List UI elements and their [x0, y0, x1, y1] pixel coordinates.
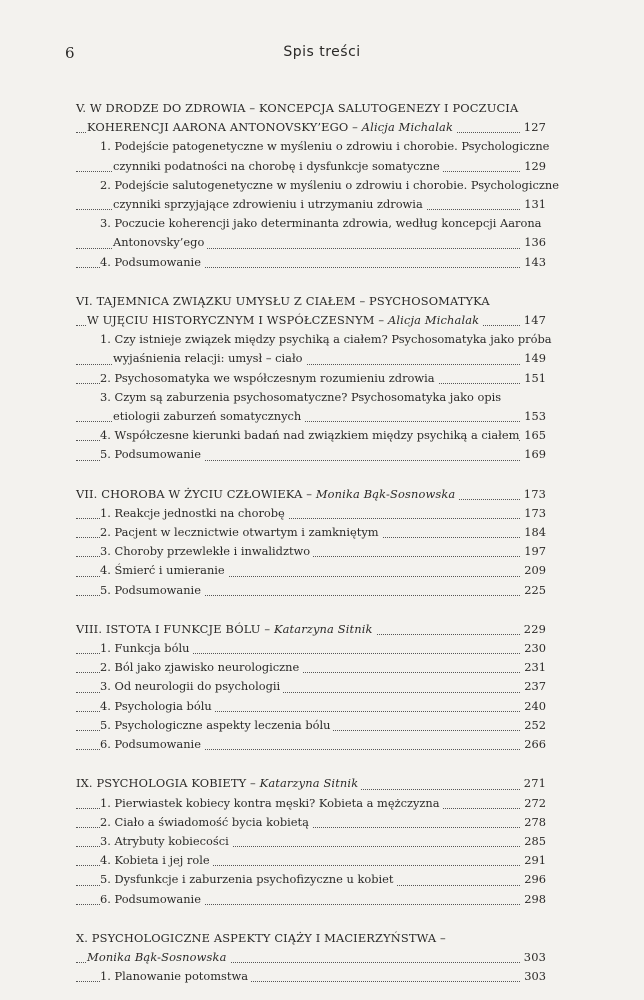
toc-entry-title: [113, 349, 306, 368]
toc-entry-title: [100, 214, 542, 233]
toc-section-entry: [76, 233, 546, 252]
toc-chapter-entry: [76, 929, 546, 948]
toc-chapter-entry: [76, 948, 546, 967]
toc-entry-title: [113, 233, 207, 252]
toc-entry-title: [100, 542, 313, 561]
toc-section-entry: [76, 794, 546, 813]
toc-entry-author: Monika Bąk-Sosnowska: [87, 949, 227, 964]
toc-entry-title: [100, 330, 552, 349]
toc-entry-text: 4. Współczesne kierunki badań nad związkiem między psychiką a ciałem: [100, 428, 520, 443]
toc-section-entry: [76, 369, 546, 388]
toc-page-number: 151: [521, 369, 546, 388]
toc-entry-text: 3. Atrybuty kobiecości: [100, 833, 229, 848]
toc-entry-text: 3. Choroby przewlekłe i inwalidztwo: [100, 544, 311, 559]
toc-chapter-entry: [76, 99, 546, 118]
toc-chapter-entry: [76, 311, 546, 330]
toc-entry-title: [113, 157, 443, 176]
toc-entry-text: VIII. ISTOTA I FUNKCJE BÓLU –: [76, 621, 274, 636]
toc-entry-title: [100, 851, 213, 870]
toc-entry-title: [100, 561, 228, 580]
toc-entry-title: [100, 445, 204, 464]
toc-entry-author: Alicja Michalak: [361, 120, 454, 135]
toc-entry-text: IX. PSYCHOLOGIA KOBIETY –: [76, 776, 260, 791]
toc-section-entry: [76, 870, 546, 889]
toc-entry-text: KOHERENCJI AARONA ANTONOVSKY’EGO –: [87, 120, 362, 135]
toc-entry-text: 2. Ból jako zjawisko neurologiczne: [100, 660, 300, 675]
toc-chapter-entry: [76, 118, 546, 137]
toc-page-number: 272: [521, 794, 546, 813]
toc-entry-title: [100, 697, 215, 716]
toc-section-entry: [76, 735, 546, 754]
toc-entry-title: [76, 620, 376, 639]
toc-entry-author: Monika Bąk-Sosnowska: [315, 486, 456, 501]
toc-entry-text: 1. Pierwiastek kobiecy kontra męski? Kobieta a mężczyzna: [100, 795, 440, 810]
toc-entry-text: 6. Podsumowanie: [100, 891, 201, 906]
toc-page-number: 165: [521, 426, 546, 445]
toc-entry-text: 4. Kobieta i jej role: [100, 853, 210, 868]
toc-chapter: [76, 99, 559, 272]
toc-entry-title: [113, 195, 426, 214]
toc-section-entry: [76, 445, 546, 464]
toc-entry-title: [100, 890, 204, 909]
toc-page-number: 173: [521, 485, 546, 504]
toc-entry-text: 2. Psychosomatyka we współczesnym rozumieniu zdrowia: [100, 370, 435, 385]
toc-page-number: 129: [521, 157, 546, 176]
toc-page-number: 197: [521, 542, 546, 561]
toc-entry-title: [100, 677, 283, 696]
toc-entry-text: wyjaśnienia relacji: umysł – ciało: [113, 351, 303, 366]
toc-section-entry: [76, 137, 550, 156]
toc-section-entry: [76, 832, 546, 851]
toc-page-number: 184: [521, 523, 546, 542]
toc-entry-title: [100, 581, 204, 600]
toc-page-number: 136: [521, 233, 546, 252]
toc-entry-text: 3. Czym są zaburzenia psychosomatyczne? Psychosomatyka jako opis: [100, 389, 502, 404]
toc-entry-text: 1. Reakcje jednostki na chorobę: [100, 505, 285, 520]
toc-entry-text: 1. Podejście patogenetyczne w myśleniu o zdrowiu i chorobie. Psychologiczne: [100, 139, 550, 154]
toc-entry-text: 5. Dysfunkcje i zaburzenia psychofizyczne u kobiet: [100, 872, 394, 887]
toc-page-number: 237: [521, 677, 546, 696]
toc-section-entry: [76, 214, 546, 233]
toc-section-entry: [76, 330, 552, 349]
toc-section-entry: [76, 388, 546, 407]
toc-entry-title: [100, 794, 443, 813]
toc-entry-title: [100, 176, 559, 195]
toc-page-number: 278: [521, 813, 546, 832]
toc-page-number: 149: [521, 349, 546, 368]
toc-page-number: 285: [521, 832, 546, 851]
toc-entry-text: VI. TAJEMNICA ZWIĄZKU UMYSŁU Z CIAŁEM – PSYCHOSOMATYKA: [76, 293, 490, 308]
toc-page-number: 252: [521, 716, 546, 735]
toc-entry-title: [100, 388, 504, 407]
toc-page-number: 266: [521, 735, 546, 754]
toc-entry-title: [100, 369, 438, 388]
toc-entry-title: [100, 639, 192, 658]
toc-entry-text: 4. Śmierć i umieranie: [100, 563, 225, 578]
toc-entry-author: Alicja Michalak: [388, 313, 480, 328]
toc-entry-text: 2. Pacjent w lecznictwie otwartym i zamkniętym: [100, 525, 379, 540]
table-of-contents: [76, 99, 559, 986]
toc-entry-text: X. PSYCHOLOGICZNE ASPEKTY CIĄŻY I MACIERZYŃSTWA –: [76, 930, 446, 945]
toc-entry-title: [100, 967, 251, 986]
toc-entry-text: 5. Podsumowanie: [100, 582, 201, 597]
toc-entry-title: [100, 870, 396, 889]
toc-page-number: 127: [521, 118, 546, 137]
toc-entry-title: [100, 735, 204, 754]
page-number: 6: [65, 44, 75, 62]
toc-page-number: 291: [521, 851, 546, 870]
toc-chapter-entry: [76, 292, 546, 311]
toc-section-entry: [76, 658, 546, 677]
toc-section-entry: [76, 813, 546, 832]
toc-section-entry: [76, 426, 546, 445]
toc-section-entry: [76, 639, 546, 658]
toc-entry-title: [87, 948, 230, 967]
toc-section-entry: [76, 851, 546, 870]
toc-section-entry: [76, 176, 559, 195]
toc-entry-text: czynniki podatności na chorobę i dysfunkcje somatyczne: [113, 158, 440, 173]
toc-entry-title: [100, 832, 232, 851]
toc-page-number: 230: [521, 639, 546, 658]
toc-entry-text: 3. Poczucie koherencji jako determinanta zdrowia, według koncepcji Aarona: [100, 216, 542, 231]
toc-entry-title: [87, 311, 482, 330]
toc-entry-title: [100, 523, 382, 542]
toc-page-number: 209: [521, 561, 546, 580]
toc-entry-text: VII. CHOROBA W ŻYCIU CZŁOWIEKA –: [76, 486, 316, 501]
toc-page-number: 143: [521, 253, 546, 272]
toc-section-entry: [76, 157, 546, 176]
toc-entry-title: [76, 292, 493, 311]
toc-entry-text: etiologii zaburzeń somatycznych: [113, 409, 302, 424]
toc-entry-text: 1. Czy istnieje związek między psychiką a ciałem? Psychosomatyka jako próba: [100, 332, 552, 347]
toc-chapter: [76, 620, 546, 754]
toc-entry-title: [100, 426, 518, 445]
toc-entry-title: [100, 658, 302, 677]
toc-section-entry: [76, 504, 546, 523]
toc-chapter-entry: [76, 620, 546, 639]
toc-entry-text: 1. Planowanie potomstwa: [100, 969, 249, 984]
toc-chapter-entry: [76, 774, 546, 793]
toc-entry-title: [100, 504, 288, 523]
toc-section-entry: [76, 967, 546, 986]
toc-chapter: [76, 485, 546, 600]
toc-page-number: 131: [521, 195, 546, 214]
toc-page-number: 229: [521, 620, 546, 639]
toc-entry-text: 4. Psychologia bólu: [100, 698, 212, 713]
toc-page-number: 271: [521, 774, 546, 793]
running-title: Spis treści: [283, 44, 361, 60]
toc-page-number: 153: [521, 407, 546, 426]
toc-entry-title: [100, 253, 204, 272]
toc-entry-title: [100, 813, 312, 832]
toc-section-entry: [76, 349, 546, 368]
toc-page-number: 173: [521, 504, 546, 523]
toc-page-number: 303: [521, 948, 546, 967]
toc-entry-text: 2. Ciało a świadomość bycia kobietą: [100, 814, 309, 829]
toc-section-entry: [76, 697, 546, 716]
toc-page-number: 296: [521, 870, 546, 889]
toc-page-number: 231: [521, 658, 546, 677]
toc-entry-title: [76, 774, 361, 793]
toc-section-entry: [76, 561, 546, 580]
toc-entry-text: W UJĘCIU HISTORYCZNYM I WSPÓŁCZESNYM –: [87, 313, 388, 328]
toc-page-number: 147: [521, 311, 546, 330]
toc-entry-text: 5. Podsumowanie: [100, 447, 201, 462]
toc-section-entry: [76, 581, 546, 600]
toc-chapter: [76, 929, 546, 987]
toc-page-number: 303: [521, 967, 546, 986]
toc-page-number: 298: [521, 890, 546, 909]
toc-entry-title: [113, 407, 304, 426]
toc-entry-title: [100, 716, 333, 735]
toc-entry-author: Katarzyna Sitnik: [273, 621, 373, 636]
toc-chapter-entry: [76, 485, 546, 504]
toc-section-entry: [76, 253, 546, 272]
toc-entry-text: V. W DRODZE DO ZDROWIA – KONCEPCJA SALUTOGENEZY I POCZUCIA: [76, 101, 519, 115]
toc-entry-text: 4. Podsumowanie: [100, 254, 201, 269]
toc-section-entry: [76, 890, 546, 909]
toc-entry-title: [76, 929, 449, 948]
toc-section-entry: [76, 195, 546, 214]
toc-entry-title: [76, 99, 519, 118]
toc-entry-title: [76, 485, 458, 504]
toc-section-entry: [76, 677, 546, 696]
toc-entry-title: [87, 118, 456, 137]
toc-chapter: [76, 292, 552, 465]
toc-section-entry: [76, 407, 546, 426]
toc-section-entry: [76, 523, 546, 542]
toc-page-number: 225: [521, 581, 546, 600]
toc-entry-text: 5. Psychologiczne aspekty leczenia bólu: [100, 717, 331, 732]
toc-entry-text: Antonovsky’ego: [113, 235, 205, 250]
toc-section-entry: [76, 716, 546, 735]
toc-page-number: 240: [521, 697, 546, 716]
toc-entry-title: [100, 137, 550, 156]
toc-entry-author: Katarzyna Sitnik: [259, 776, 359, 791]
toc-entry-text: 1. Funkcja bólu: [100, 641, 190, 656]
toc-entry-text: 3. Od neurologii do psychologii: [100, 679, 281, 694]
toc-entry-text: czynniki sprzyjające zdrowieniu i utrzymaniu zdrowia: [113, 197, 423, 212]
toc-entry-text: 2. Podejście salutogenetyczne w myśleniu o zdrowiu i chorobie. Psychologiczne: [100, 177, 559, 192]
toc-page-number: 169: [521, 445, 546, 464]
toc-chapter: [76, 774, 546, 908]
toc-section-entry: [76, 542, 546, 561]
toc-entry-text: 6. Podsumowanie: [100, 737, 201, 752]
